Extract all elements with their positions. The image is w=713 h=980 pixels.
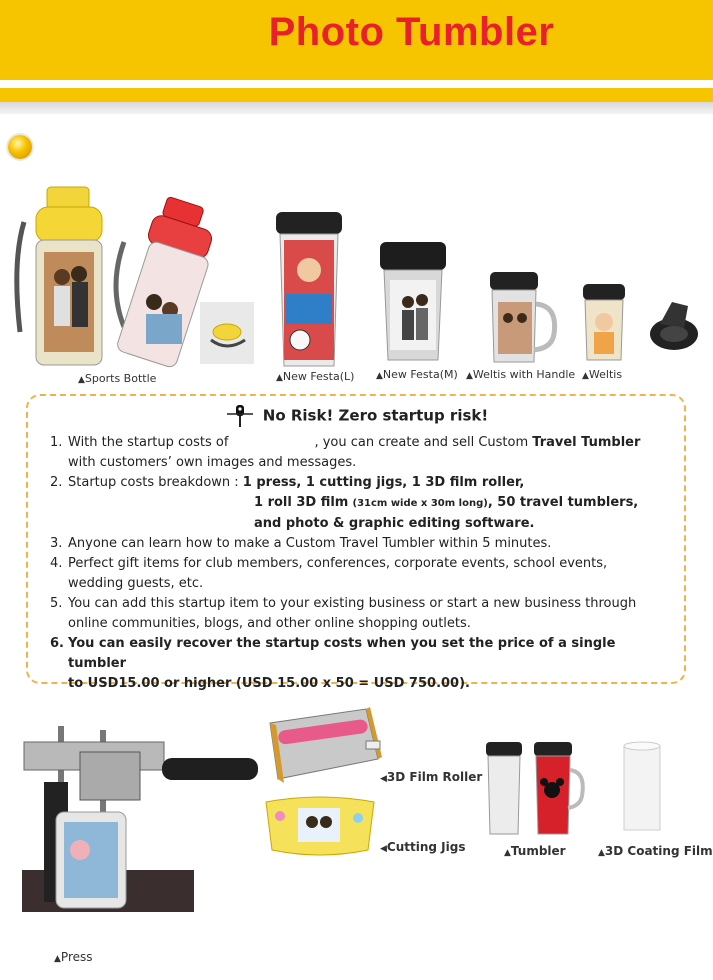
list-item: 5. You can add this startup item to your existing business or start a new business through online communities, blogs, and other online shopping outlets. (50, 596, 637, 631)
list-item: 4. Perfect gift items for club members, conferences, corporate events, school events, wedding guests, etc. (50, 556, 608, 591)
press-image (20, 712, 260, 948)
caption-sports-bottle: ▲Sports Bottle (78, 372, 157, 385)
weltis-image (582, 282, 626, 362)
person-icon (225, 404, 255, 428)
caption-film-roller: ◀3D Film Roller (380, 770, 483, 784)
header-stripe-yellow (0, 88, 713, 102)
page-title: Photo Tumbler (268, 10, 555, 54)
header-stripe (0, 80, 713, 88)
new-festa-m-image (378, 240, 450, 364)
caption-press: ▲Press (54, 950, 93, 964)
list-item: 2. Startup costs breakdown : 1 press, 1 cutting jigs, 1 3D film roller, 1 roll 3D film (31cm wide x 30m long), 50 travel tumblers, and photo & graphic editing software. (50, 475, 639, 531)
cutting-jigs-image (264, 796, 376, 858)
list-item: 1. With the startup costs of , you can create and sell Custom Travel Tumbler with customers’ own images and messages. (50, 435, 641, 470)
lid-image (646, 294, 702, 356)
caption-weltis: ▲Weltis (582, 368, 623, 381)
weltis-handle-image (486, 270, 558, 366)
caption-coating-film: ▲3D Coating Film (598, 844, 713, 858)
film-roller-image (266, 703, 382, 789)
list-item: 3. Anyone can learn how to make a Custom Travel Tumbler within 5 minutes. (50, 536, 552, 551)
coating-film-image (620, 740, 664, 834)
orb-bullet-icon (8, 135, 32, 159)
caption-tumbler: ▲Tumbler (504, 844, 566, 858)
new-festa-l-image (272, 210, 352, 370)
notice-title: No Risk! Zero startup risk! (0, 404, 713, 428)
caption-new-festa-l: ▲New Festa(L) (276, 370, 355, 383)
header-stripe-gray (0, 102, 713, 114)
sports-bottle-image (14, 182, 262, 372)
tumbler-image (484, 740, 586, 838)
notice-list (50, 433, 675, 694)
caption-weltis-handle: ▲Weltis with Handle (466, 368, 576, 381)
caption-new-festa-m: ▲New Festa(M) (376, 368, 458, 381)
caption-cutting-jigs: ◀Cutting Jigs (380, 840, 466, 854)
list-item: 6. You can easily recover the startup costs when you set the price of a single tumbler to USD15.00 or higher (USD 15.00 x 50 = USD 750.00). (50, 636, 616, 691)
